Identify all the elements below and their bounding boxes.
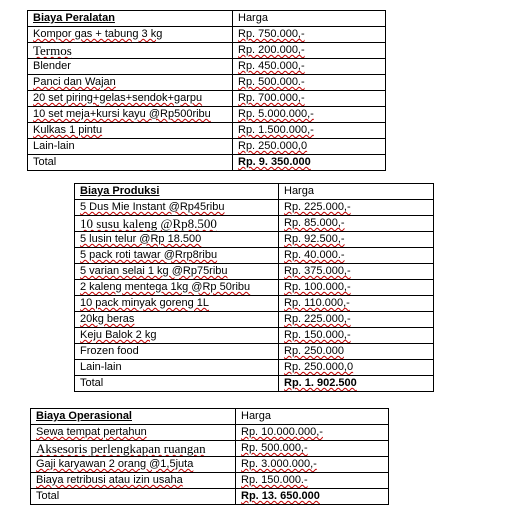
- total-row: [31, 489, 389, 505]
- table-header-row: [31, 409, 389, 425]
- header-price: Harga: [279, 184, 434, 200]
- price-cell: Rp. 225.000,-: [279, 200, 434, 216]
- header-item: Biaya Operasional: [31, 409, 236, 425]
- price-cell: Rp. 250.000,0: [233, 139, 386, 155]
- table-header-row: [75, 184, 434, 200]
- price-cell: Rp. 225.000,-: [279, 312, 434, 328]
- total-label: Total: [31, 489, 236, 505]
- price-cell: Rp. 700.000,-: [233, 91, 386, 107]
- price-cell: Rp. 110.000,-: [279, 296, 434, 312]
- total-label: Total: [28, 155, 233, 171]
- total-value: Rp. 1. 902.500: [279, 376, 434, 392]
- price-cell: Rp. 92.500,-: [279, 232, 434, 248]
- table-row: [31, 441, 389, 457]
- item-cell: Kompor gas + tabung 3 kg: [28, 27, 233, 43]
- item-cell: Blender: [28, 59, 233, 75]
- table-row: [75, 296, 434, 312]
- table-row: [75, 248, 434, 264]
- price-cell: Rp. 200.000,-: [233, 43, 386, 59]
- table-row: [75, 344, 434, 360]
- item-cell: Biaya retribusi atau izin usaha: [31, 473, 236, 489]
- table-row: [31, 457, 389, 473]
- item-cell: Aksesoris perlengkapan ruangan: [31, 441, 236, 457]
- item-cell: Termos: [28, 43, 233, 59]
- price-cell: Rp. 450.000,-: [233, 59, 386, 75]
- biaya-operasional-table: [30, 408, 389, 505]
- total-value: Rp. 9. 350.000: [233, 155, 386, 171]
- table-row: [75, 360, 434, 376]
- biaya-produksi-table: [74, 183, 434, 392]
- price-cell: Rp. 3.000.000,-: [236, 457, 389, 473]
- item-cell: 10 susu kaleng @Rp8.500: [75, 216, 279, 232]
- table-row: [28, 59, 386, 75]
- item-cell: Gaji karyawan 2 orang @1,5juta: [31, 457, 236, 473]
- table-row: [75, 216, 434, 232]
- item-cell: Sewa tempat pertahun: [31, 425, 236, 441]
- table-row: [28, 27, 386, 43]
- table-header-row: [28, 11, 386, 27]
- total-label: Total: [75, 376, 279, 392]
- table-row: [28, 123, 386, 139]
- price-cell: Rp. 100.000,-: [279, 280, 434, 296]
- total-row: [28, 155, 386, 171]
- biaya-peralatan-table: [27, 10, 386, 171]
- item-cell: 20 set piring+gelas+sendok+garpu: [28, 91, 233, 107]
- price-cell: Rp. 5.000.000,-: [233, 107, 386, 123]
- item-cell: 10 pack minyak goreng 1L: [75, 296, 279, 312]
- item-cell: 20kg beras: [75, 312, 279, 328]
- header-item: Biaya Peralatan: [28, 11, 233, 27]
- table-row: [28, 91, 386, 107]
- item-cell: Kulkas 1 pintu: [28, 123, 233, 139]
- price-cell: Rp. 1.500.000,-: [233, 123, 386, 139]
- table-row: [75, 232, 434, 248]
- price-cell: Rp. 10.000.000,-: [236, 425, 389, 441]
- table-row: [75, 200, 434, 216]
- header-price: Harga: [233, 11, 386, 27]
- item-cell: 5 Dus Mie Instant @Rp45ribu: [75, 200, 279, 216]
- table-row: [28, 43, 386, 59]
- item-cell: Frozen food: [75, 344, 279, 360]
- item-cell: Panci dan Wajan: [28, 75, 233, 91]
- header-price: Harga: [236, 409, 389, 425]
- table-row: [75, 264, 434, 280]
- price-cell: Rp. 250.000,0: [279, 360, 434, 376]
- price-cell: Rp. 500.000,-: [236, 441, 389, 457]
- table-row: [28, 139, 386, 155]
- price-cell: Rp. 500.000.-: [233, 75, 386, 91]
- item-cell: 5 pack roti tawar @Rrp8ribu: [75, 248, 279, 264]
- price-cell: Rp. 375.000,-: [279, 264, 434, 280]
- table-row: [75, 312, 434, 328]
- item-cell: Lain-lain: [75, 360, 279, 376]
- table-row: [31, 425, 389, 441]
- table-row: [28, 75, 386, 91]
- header-item: Biaya Produksi: [75, 184, 279, 200]
- table-row: [31, 473, 389, 489]
- price-cell: Rp. 40.000.-: [279, 248, 434, 264]
- total-row: [75, 376, 434, 392]
- price-cell: Rp. 150.000,-: [279, 328, 434, 344]
- item-cell: 5 lusin telur @Rp 18.500: [75, 232, 279, 248]
- table-row: [75, 280, 434, 296]
- price-cell: Rp. 85.000,-: [279, 216, 434, 232]
- price-cell: Rp. 150.000.-: [236, 473, 389, 489]
- total-value: Rp. 13. 650.000: [236, 489, 389, 505]
- item-cell: Lain-lain: [28, 139, 233, 155]
- item-cell: 10 set meja+kursi kayu @Rp500ribu: [28, 107, 233, 123]
- price-cell: Rp. 250.000: [279, 344, 434, 360]
- item-cell: Keju Balok 2 kg: [75, 328, 279, 344]
- item-cell: 2 kaleng mentega 1kg @Rp 50ribu: [75, 280, 279, 296]
- price-cell: Rp. 750.000,-: [233, 27, 386, 43]
- table-row: [28, 107, 386, 123]
- table-row: [75, 328, 434, 344]
- item-cell: 5 varian selai 1 kg @Rp75ribu: [75, 264, 279, 280]
